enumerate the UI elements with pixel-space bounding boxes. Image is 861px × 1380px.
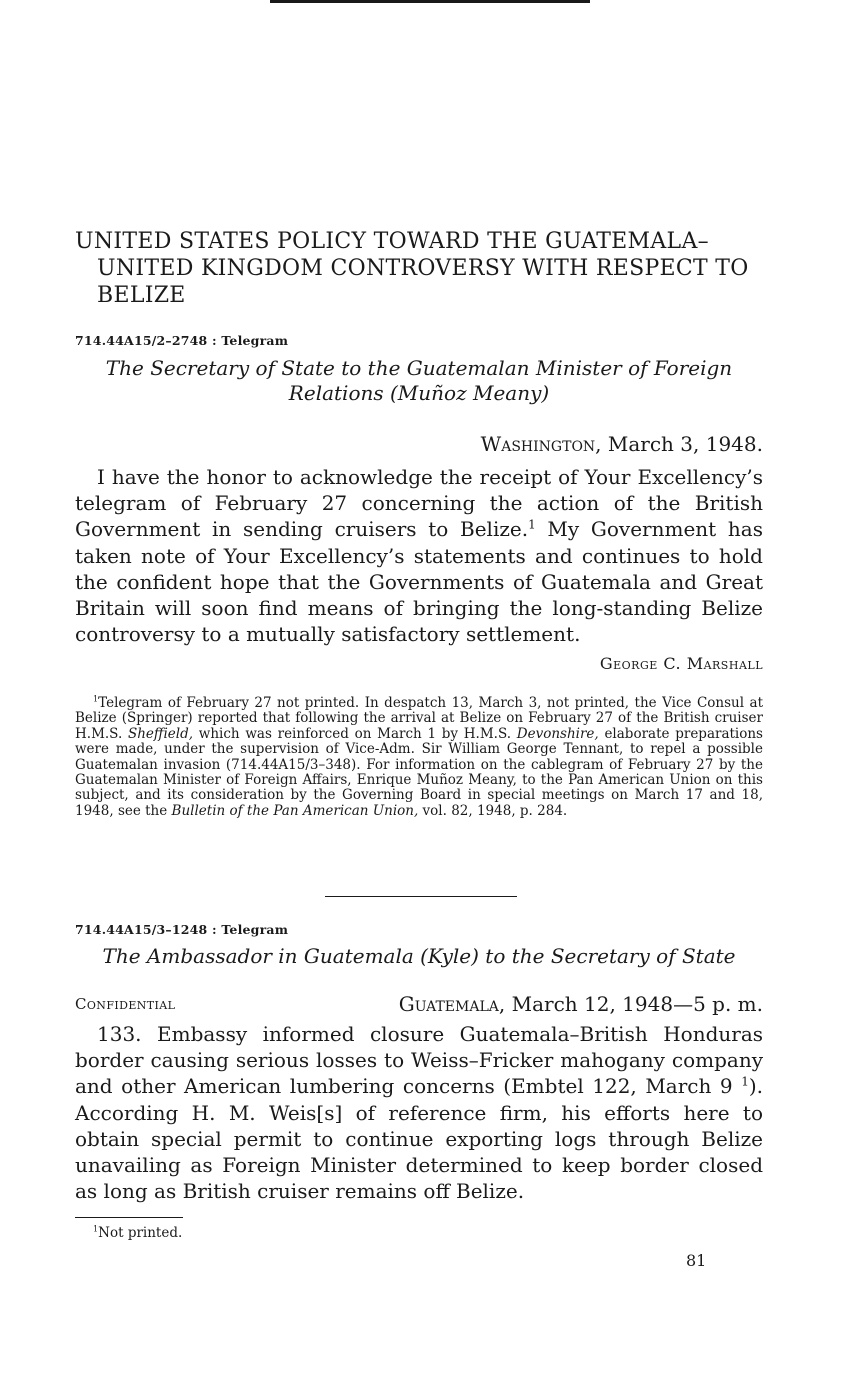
section-divider	[325, 896, 517, 897]
doc2-date: March 12, 1948—5 p. m.	[511, 992, 763, 1016]
doc2-footnote-ref: 1	[741, 1074, 749, 1089]
page-number: 81	[686, 1251, 707, 1270]
doc2-caption: The Ambassador in Guatemala (Kyle) to the Secretary of State	[102, 944, 736, 968]
doc1-footnote-text-c: elaborate preparations were made, under the supervision of Vice-Adm. Sir William George Tennant, to repel a possible Guatemalan invasion (714.44A15/3–348). For information on the cablegram of February 27 by the Guatemalan Minister of Foreign Affairs, Enrique Muñoz Meany, to the Pan American Union on this subject, and its consideration by the Governing Board in special meetings on March 17 and 18, 1948, see the	[75, 725, 763, 819]
doc1-footnote-ref: 1	[528, 517, 536, 532]
heading-line-3: BELIZE	[97, 283, 186, 308]
doc2-footnote	[75, 1223, 763, 1241]
doc2-footnote-paragraph	[75, 1223, 763, 1241]
doc1-footnote-marker: 1	[93, 693, 99, 704]
doc2-footnote-text: Not printed.	[98, 1225, 183, 1241]
doc1-date: March 3, 1948.	[607, 432, 763, 456]
doc2-body-text-a: 133. Embassy informed closure Guatemala–British Honduras border causing serious losses to Weiss–Fricker mahogany company and other American lumbering concerns (Embtel 122, March 9	[75, 1022, 763, 1099]
doc1-footnote-text-b: which was reinforced on March 1 by H.M.S.	[193, 725, 517, 742]
doc2-file-reference: 714.44A15/3–1248 : Telegram	[75, 922, 289, 937]
doc1-signature: George C. Marshall	[599, 654, 763, 673]
doc1-body-text-cont: My Government has taken note of Your Excellency’s statements and continues to hold the confident hope that the Governments of Guatemala and Great Britain will soon find means of bringing the long-standing Belize controversy to a mutually satisfactory settlement.	[75, 517, 763, 647]
doc1-footnote-bulletin: Bulletin of the Pan American Union,	[171, 802, 419, 819]
doc2-footnote-marker: 1	[93, 1223, 99, 1234]
doc1-footnote-text-a: Telegram of February 27 not printed. In despatch 13, March 3, not printed, the Vice Consul at Belize (Springer) reported that following the arrival at Belize on February 27 of the British cruiser H.M.S.	[75, 695, 763, 742]
footnote-rule	[75, 1217, 183, 1218]
chapter-heading	[75, 228, 775, 309]
doc1-footnote-ship-1: Sheffield,	[127, 725, 194, 742]
doc1-footnote-paragraph	[75, 693, 763, 819]
heading-line-2: UNITED KINGDOM CONTROVERSY WITH RESPECT TO	[97, 256, 749, 281]
doc1-caption-line-1: The Secretary of State to the Guatemalan Minister of Foreign	[105, 356, 733, 380]
doc2-place-date	[399, 992, 763, 1016]
doc2-body	[75, 1021, 763, 1204]
doc1-caption-line-2: Relations (Muñoz Meany)	[288, 381, 550, 405]
doc1-place-date	[481, 432, 763, 456]
heading-line-1: UNITED STATES POLICY TOWARD THE GUATEMALA–	[75, 229, 709, 254]
doc1-body	[75, 464, 763, 647]
doc2-body-paragraph	[75, 1021, 763, 1204]
doc1-caption	[75, 356, 763, 406]
doc2-classification: Confidential	[75, 995, 176, 1013]
doc1-body-text: I have the honor to acknowledge the receipt of Your Excellency’s telegram of February 27 concerning the action of the British Government in sending cruisers to Belize.	[75, 465, 763, 542]
doc1-footnote-text-d: vol. 82, 1948, p. 284.	[418, 802, 568, 819]
doc2-body-text-b: ). According H. M. Weis[s] of reference firm, his efforts here to obtain special permit to continue exporting logs through Belize unavailing as Foreign Minister determined to keep border closed as long as British cruiser remains off Belize.	[75, 1074, 763, 1204]
doc1-place: Washington,	[480, 432, 602, 456]
top-edge-rule	[270, 0, 590, 3]
doc1-footnote-ship-2: Devonshire,	[516, 725, 599, 742]
doc1-footnote	[75, 693, 763, 819]
doc2-place: Guatemala,	[398, 992, 506, 1016]
doc1-body-paragraph	[75, 464, 763, 647]
doc1-file-reference: 714.44A15/2–2748 : Telegram	[75, 333, 289, 348]
